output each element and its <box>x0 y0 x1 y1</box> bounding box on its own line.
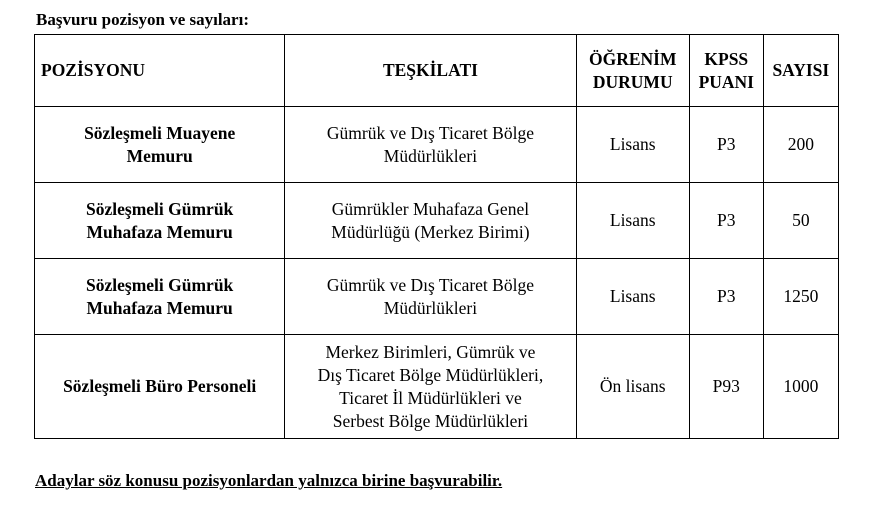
table-row <box>35 259 839 335</box>
position-line: Muhafaza Memuru <box>86 297 233 318</box>
header-kpss-line1: KPSS <box>704 48 749 69</box>
cell-organization <box>285 107 576 183</box>
cell-education: Lisans <box>576 183 689 259</box>
header-education-line2: DURUMU <box>592 71 673 92</box>
section-heading: Başvuru pozisyon ve sayıları: <box>36 10 249 29</box>
organization-line: Gümrük ve Dış Ticaret Bölge <box>326 122 534 143</box>
positions-table <box>34 34 839 439</box>
position-line: Muhafaza Memuru <box>86 221 233 242</box>
cell-position <box>35 183 285 259</box>
cell-count: 1000 <box>763 335 838 439</box>
organization-line: Ticaret İl Müdürlükleri ve <box>339 387 522 408</box>
cell-education: Lisans <box>576 259 689 335</box>
cell-position <box>35 335 285 439</box>
cell-count: 200 <box>763 107 838 183</box>
organization-line: Merkez Birimleri, Gümrük ve <box>325 341 536 362</box>
cell-kpss: P3 <box>689 259 763 335</box>
cell-kpss: P3 <box>689 183 763 259</box>
table-row <box>35 335 839 439</box>
cell-count: 50 <box>763 183 838 259</box>
footnote: Adaylar söz konusu pozisyonlardan yalnızca birine başvurabilir. <box>35 471 503 490</box>
organization-line: Gümrükler Muhafaza Genel <box>331 198 530 219</box>
organization-line: Müdürlükleri <box>383 145 478 166</box>
cell-position <box>35 259 285 335</box>
organization-line: Serbest Bölge Müdürlükleri <box>332 410 529 431</box>
header-kpss <box>689 35 763 107</box>
cell-organization <box>285 335 576 439</box>
organization-line: Gümrük ve Dış Ticaret Bölge <box>326 274 534 295</box>
cell-education: Lisans <box>576 107 689 183</box>
cell-count: 1250 <box>763 259 838 335</box>
header-education <box>576 35 689 107</box>
organization-line: Müdürlüğü (Merkez Birimi) <box>331 221 530 242</box>
header-organization: TEŞKİLATI <box>285 35 576 107</box>
position-line: Sözleşmeli Gümrük <box>86 274 234 295</box>
header-kpss-line2: PUANI <box>698 71 754 92</box>
cell-position <box>35 107 285 183</box>
header-count: SAYISI <box>763 35 838 107</box>
position-line: Sözleşmeli Gümrük <box>86 198 234 219</box>
table-row <box>35 183 839 259</box>
organization-line: Müdürlükleri <box>383 297 478 318</box>
organization-line: Dış Ticaret Bölge Müdürlükleri, <box>317 364 544 385</box>
position-line: Sözleşmeli Büro Personeli <box>63 376 257 396</box>
position-line: Sözleşmeli Muayene <box>84 122 236 143</box>
table-header-row <box>35 35 839 107</box>
position-line: Memuru <box>126 145 193 166</box>
cell-organization <box>285 259 576 335</box>
cell-education: Ön lisans <box>576 335 689 439</box>
table-row <box>35 107 839 183</box>
cell-kpss: P3 <box>689 107 763 183</box>
header-education-line1: ÖĞRENİM <box>588 48 677 69</box>
cell-kpss: P93 <box>689 335 763 439</box>
header-position: POZİSYONU <box>35 35 285 107</box>
cell-organization <box>285 183 576 259</box>
